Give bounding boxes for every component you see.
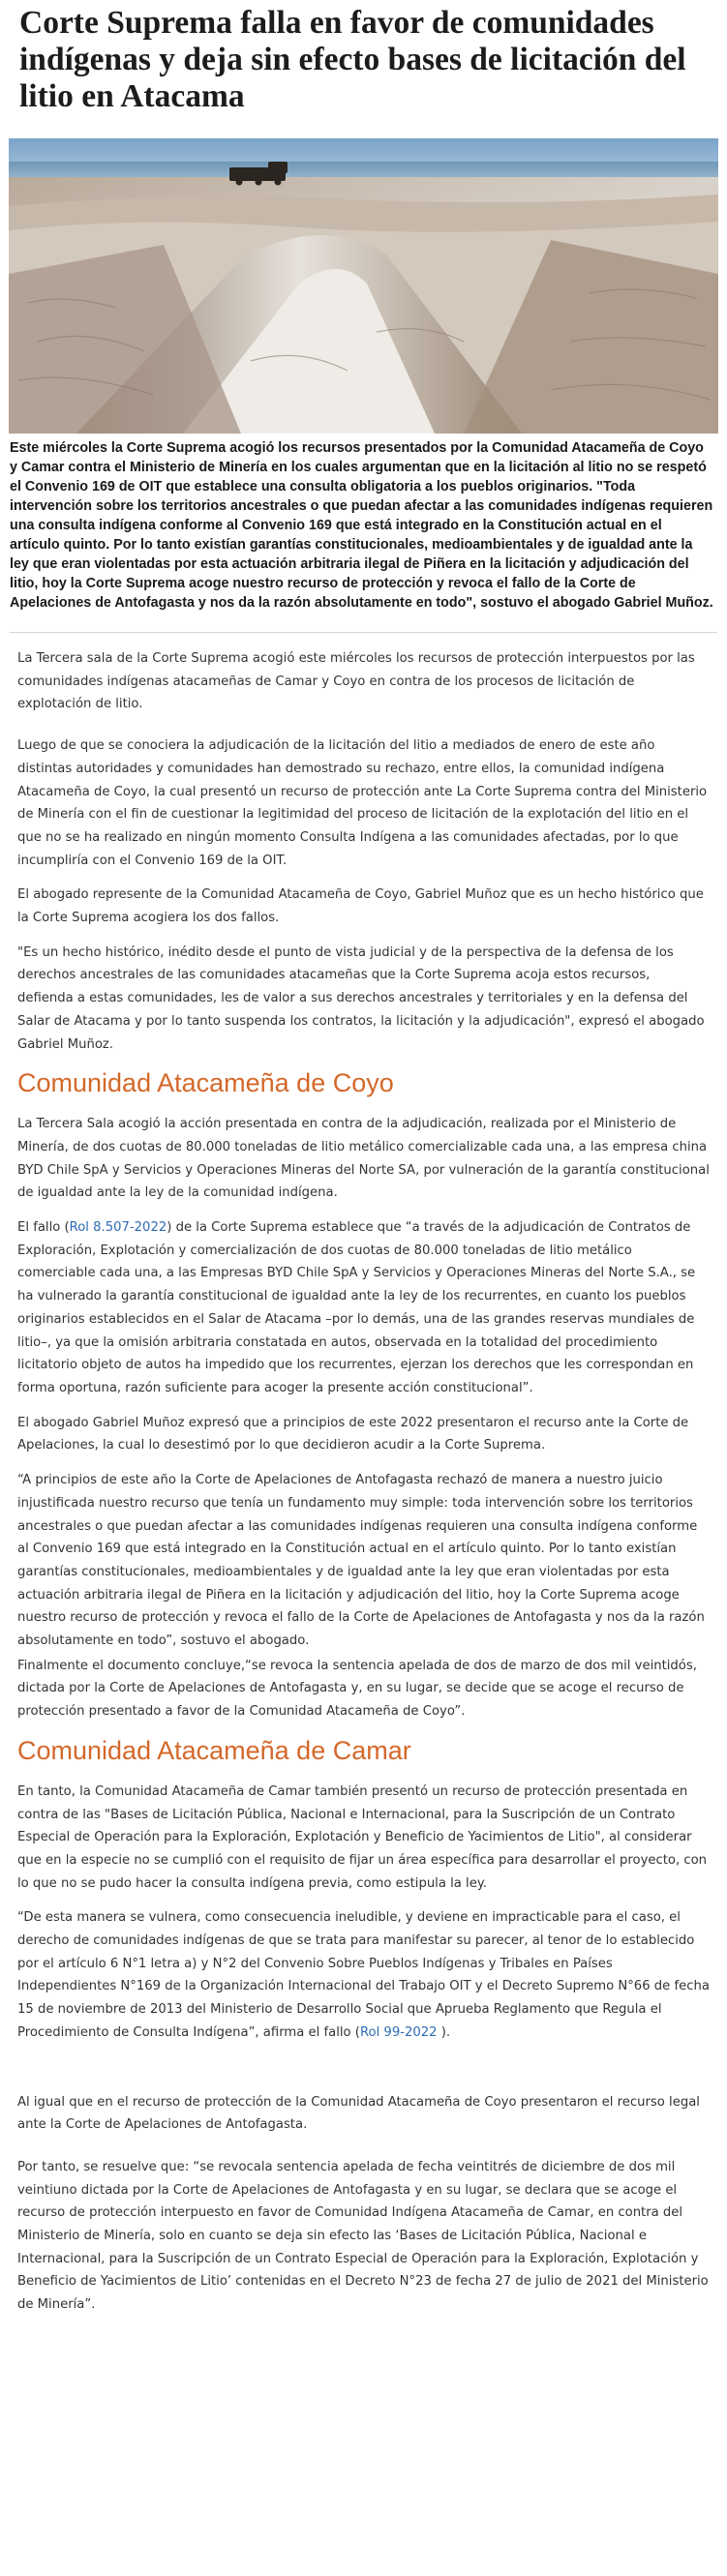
body-paragraph — [17, 1906, 710, 2044]
article-lead: Este miércoles la Corte Suprema acogió los recursos presentados por la Comunidad Atacameña de Coyo y Camar contra el Ministerio de Minería en los cuales argumentan que en la licitación al litio no se respetó el Convenio 169 de OIT que establece una consulta obligatoria a los pueblos originarios. "Toda intervención sobre los territorios ancestrales o que puedan afectar a las comunidades indígenas requieren una consulta indígena conforme al Convenio 169 que está integrado en la Constitución actual en el artículo quinto. Por lo tanto existían garantías constitucionales, medioambientales y de igualdad ante la ley que eran violentadas por esta actuación arbitraria ilegal de Piñera en la licitación y adjudicación del litio, hoy la Corte Suprema acoge nuestro recurso de protección y revoca el fallo de la Corte de Apelaciones de Antofagasta y nos da la razón absolutamente en todo", sostuvo el abogado Gabriel Muñoz. — [10, 440, 713, 611]
body-paragraph: Finalmente el documento concluye,“se revoca la sentencia apelada de dos de marzo de dos mil veintidós, dictada por la Corte de Apelaciones de Antofagasta y, en su lugar, se decide que se acoge el recurso de protección presentado a favor de la Comunidad Atacameña de Coyo”. — [17, 1658, 697, 1720]
body-paragraph: “A principios de este año la Corte de Apelaciones de Antofagasta rechazó de manera a nuestro juicio injustificada nuestro recurso que tenía un fundamento muy simple: toda intervención sobre los territorios ancestrales o que puedan afectar a las comunidades indígenas requieren una consulta indígena conforme al Convenio 169 que está integrado en la Constitución actual en el artículo quinto. Por lo tanto existían garantías constitucionales, medioambientales y de igualdad ante la ley que eran violentadas por esta actuación arbitraria ilegal de Piñera en la licitación y adjudicación del litio, hoy la Corte Suprema acoge nuestro recurso de protección y revoca el fallo de la Corte de Apelaciones de Antofagasta y nos da la razón absolutamente en todo”, sostuvo el abogado. — [17, 1473, 705, 1649]
text-run: ) de la Corte Suprema establece que “a través de la adjudicación de Contratos de Exploración, Explotación y comercialización de dos cuotas de 80.000 toneladas de litio metálico comerciable cada una, a las Empresas BYD Chile SpA y Servicios y Operaciones Mineras del Norte S.A., se ha vulnerado la garantía constitucional de igualdad ante la ley de los recurrentes, en cuanto los pueblos originarios establecidos en el Salar de Atacama –por lo demás, una de las grandes reservas mundiales de litio–, ya que la omisión arbitraria constatada en autos, observada en la totalidad del procedimiento licitatorio objeto de autos ha impedido que los recurrentes, ejerzan los derechos que les correspondan en forma oportuna, razón suficiente para acoger la presente acción constitucional”. — [17, 1220, 696, 1395]
body-paragraph: La Tercera sala de la Corte Suprema acogió este miércoles los recursos de protección interpuestos por las comunidades indígenas atacameñas de Camar y Coyo en contra de los procesos de licitación de explotación de litio. — [17, 651, 695, 712]
article-body — [0, 647, 727, 2317]
text-run: “De esta manera se vulnera, como consecuencia ineludible, y deviene en impracticable para el caso, el derecho de comunidades indígenas de que se trata para manifestar su parecer, al tenor de lo establecido por el artículo 6 N°1 letra a) y N°2 del Convenio Sobre Pueblos Indígenas y Tribales en Países Independientes N°169 de la Organización Internacional del Trabajo OIT y el Decreto Supremo N°66 de fecha 15 de noviembre de 2013 del Ministerio de Desarrollo Social que Aprueba Reglamento que Regula el Procedimiento de Consulta Indígena”, afirma el fallo ( — [17, 1910, 710, 2040]
divider — [10, 632, 717, 633]
article-headline: Corte Suprema falla en favor de comunidades indígenas y deja sin efecto bases de licitación del litio en Atacama — [19, 5, 686, 114]
body-paragraph: Por tanto, se resuelve que: “se revocala sentencia apelada de fecha veintitrés de diciembre de dos mil veintiuno dictada por la Corte de Apelaciones de Antofagasta y en su lugar, se declara que se acoge el recurso de protección interpuesto en favor de Comunidad Indígena Atacameña de Camar, en contra del Ministerio de Minería, solo en cuanto se deja sin efecto las ‘Bases de Licitación Pública, Nacional e Internacional, para la Suscripción de un Contrato Especial de Operación para la Exploración, Explotación y Beneficio de Yacimientos de Litio’ contenidas en el Decreto N°23 de fecha 27 de julio de 2021 del Ministerio de Minería”. — [17, 2159, 709, 2313]
body-paragraph: El abogado Gabriel Muñoz expresó que a principios de este 2022 presentaron el recurso ante la Corte de Apelaciones, la cual lo desestimó por lo que decidieron acudir a la Corte Suprema. — [17, 1415, 689, 1453]
section-title-coyo: Comunidad Atacameña de Coyo — [17, 1068, 394, 1098]
text-run: El fallo ( — [17, 1220, 70, 1236]
rol-99-2022-link[interactable]: Rol 99-2022 — [359, 2024, 438, 2040]
body-paragraph: Al igual que en el recurso de protección de la Comunidad Atacameña de Coyo presentaron el recurso legal ante la Corte de Apelaciones de Antofagasta. — [17, 2094, 700, 2133]
section-title-camar: Comunidad Atacameña de Camar — [17, 1735, 411, 1765]
body-paragraph: "Es un hecho histórico, inédito desde el punto de vista judicial y de la perspectiva de la defensa de los derechos ancestrales de las comunidades atacameñas que la Corte Suprema acoja estos recursos, defienda a estas comunidades, les de valor a sus derechos ancestrales y territoriales y en la defensa del Salar de Atacama y por lo tanto suspenda los contratos, la licitación y la adjudicación", expresó el abogado Gabriel Muñoz. — [17, 944, 705, 1052]
body-paragraph: La Tercera Sala acogió la acción presentada en contra de la adjudicación, realizada por el Ministerio de Minería, de dos cuotas de 80.000 toneladas de litio metálico comercializable cada una, a las empresa china BYD Chile SpA y Servicios y Operaciones Mineras del Norte SA, por vulneración de la garantía constitucional de igualdad ante la ley de la comunidad indígena. — [17, 1117, 710, 1201]
body-paragraph: En tanto, la Comunidad Atacameña de Camar también presentó un recurso de protección presentada en contra de las "Bases de Licitación Pública, Nacional e Internacional, para la Suscripción de un Contrato Especial de Operación para la Exploración, Explotación y Beneficio de Yacimientos de Litio", al considerar que en la especie no se cumplió con el requisito de fijar un área específica para desarrollar el proyecto, con lo que no se pudo hacer la consulta indígena previa, como estipula la ley. — [17, 1783, 708, 1891]
rol-8507-2022-link[interactable]: Rol 8.507-2022 — [69, 1220, 167, 1236]
salt-flat-trench-photo — [9, 138, 718, 434]
text-run: ). — [437, 2024, 451, 2040]
body-paragraph — [17, 1216, 710, 1400]
body-paragraph: Luego de que se conociera la adjudicación de la licitación del litio a mediados de enero de este año distintas autoridades y comunidades han demostrado su rechazo, entre ellos, la comunidad indígena Atacameña de Coyo, la cual presentó un recurso de protección ante La Corte Suprema contra del Ministerio de Minería con el fin de cuestionar la legitimidad del proceso de licitación de la explotación del litio en el que no se ha realizado en ningún momento Consulta Indígena a las comunidades afectadas, por lo que incumpliría con el Convenio 169 de la OIT. — [17, 738, 708, 868]
body-paragraph: El abogado represente de la Comunidad Atacameña de Coyo, Gabriel Muñoz que es un hecho histórico que la Corte Suprema acogiera los dos fallos. — [17, 887, 704, 926]
